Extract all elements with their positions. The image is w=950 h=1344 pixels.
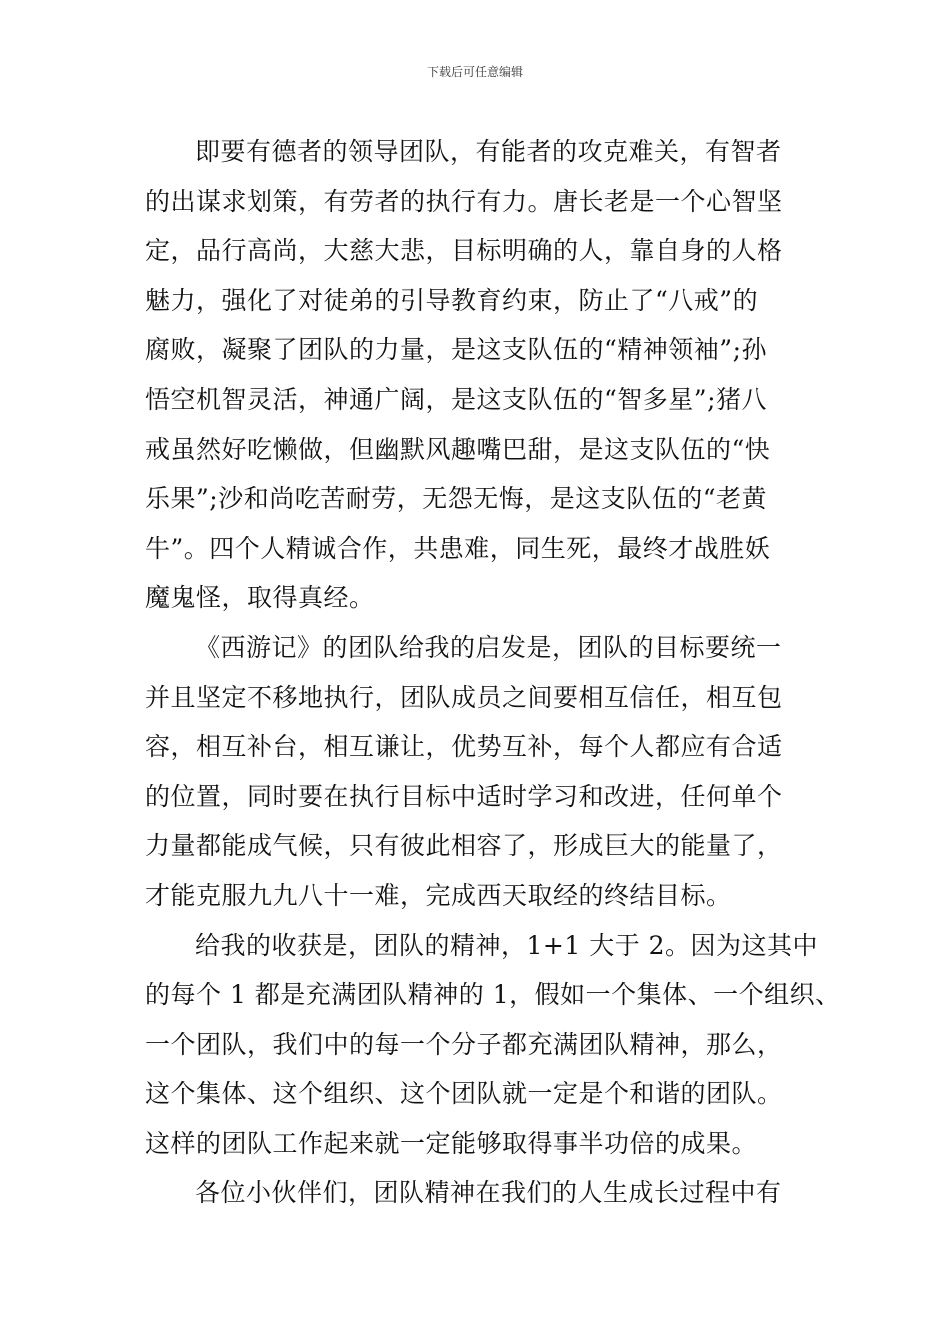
text-line: 《西游记》的团队给我的启发是，团队的目标要统一	[195, 632, 782, 662]
document-body	[145, 127, 841, 1218]
text-line: 的每个 1 都是充满团队精神的 1，假如一个集体、一个组织、	[145, 980, 841, 1010]
text-line: 悟空机智灵活，神通广阔，是这支队伍的“智多星”;猪八	[145, 384, 767, 414]
text-line: 这个集体、这个组织、这个团队就一定是个和谐的团队。	[145, 1079, 783, 1109]
text-line: 一个团队，我们中的每一个分子都充满团队精神，那么，	[145, 1029, 783, 1059]
text-line: 这样的团队工作起来就一定能够取得事半功倍的成果。	[145, 1128, 758, 1158]
text-line: 乐果”;沙和尚吃苦耐劳，无怨无悔，是这支队伍的“老黄	[145, 484, 767, 514]
text-line: 戒虽然好吃懒做，但幽默风趣嘴巴甜，是这支队伍的“快	[145, 434, 771, 464]
page-header: 下载后可任意编辑	[426, 65, 523, 79]
text-line: 定，品行高尚，大慈大悲，目标明确的人，靠自身的人格	[145, 236, 783, 266]
text-line: 魔鬼怪，取得真经。	[145, 583, 375, 613]
text-line: 的位置，同时要在执行目标中适时学习和改进，任何单个	[145, 781, 783, 811]
text-line: 容，相互补台，相互谦让，优势互补，每个人都应有合适	[145, 732, 783, 762]
text-line: 力量都能成气候，只有彼此相容了，形成巨大的能量了，	[145, 831, 783, 861]
text-line: 给我的收获是，团队的精神，1+1 大于 2。因为这其中	[195, 930, 819, 960]
text-line: 的出谋求划策，有劳者的执行有力。唐长老是一个心智坚	[145, 186, 783, 216]
text-line: 各位小伙伴们，团队精神在我们的人生成长过程中有	[195, 1178, 782, 1208]
text-line: 牛”。四个人精诚合作，共患难，同生死，最终才战胜妖	[145, 533, 771, 563]
text-line: 才能克服九九八十一难，完成西天取经的终结目标。	[145, 880, 732, 910]
text-line: 魅力，强化了对徒弟的引导教育约束，防止了“八戒”的	[145, 285, 759, 315]
text-line: 腐败，凝聚了团队的力量，是这支队伍的“精神领袖”;孙	[145, 335, 767, 365]
text-line: 即要有德者的领导团队，有能者的攻克难关，有智者	[195, 137, 782, 166]
text-line: 并且坚定不移地执行，团队成员之间要相互信任，相互包	[145, 682, 783, 712]
